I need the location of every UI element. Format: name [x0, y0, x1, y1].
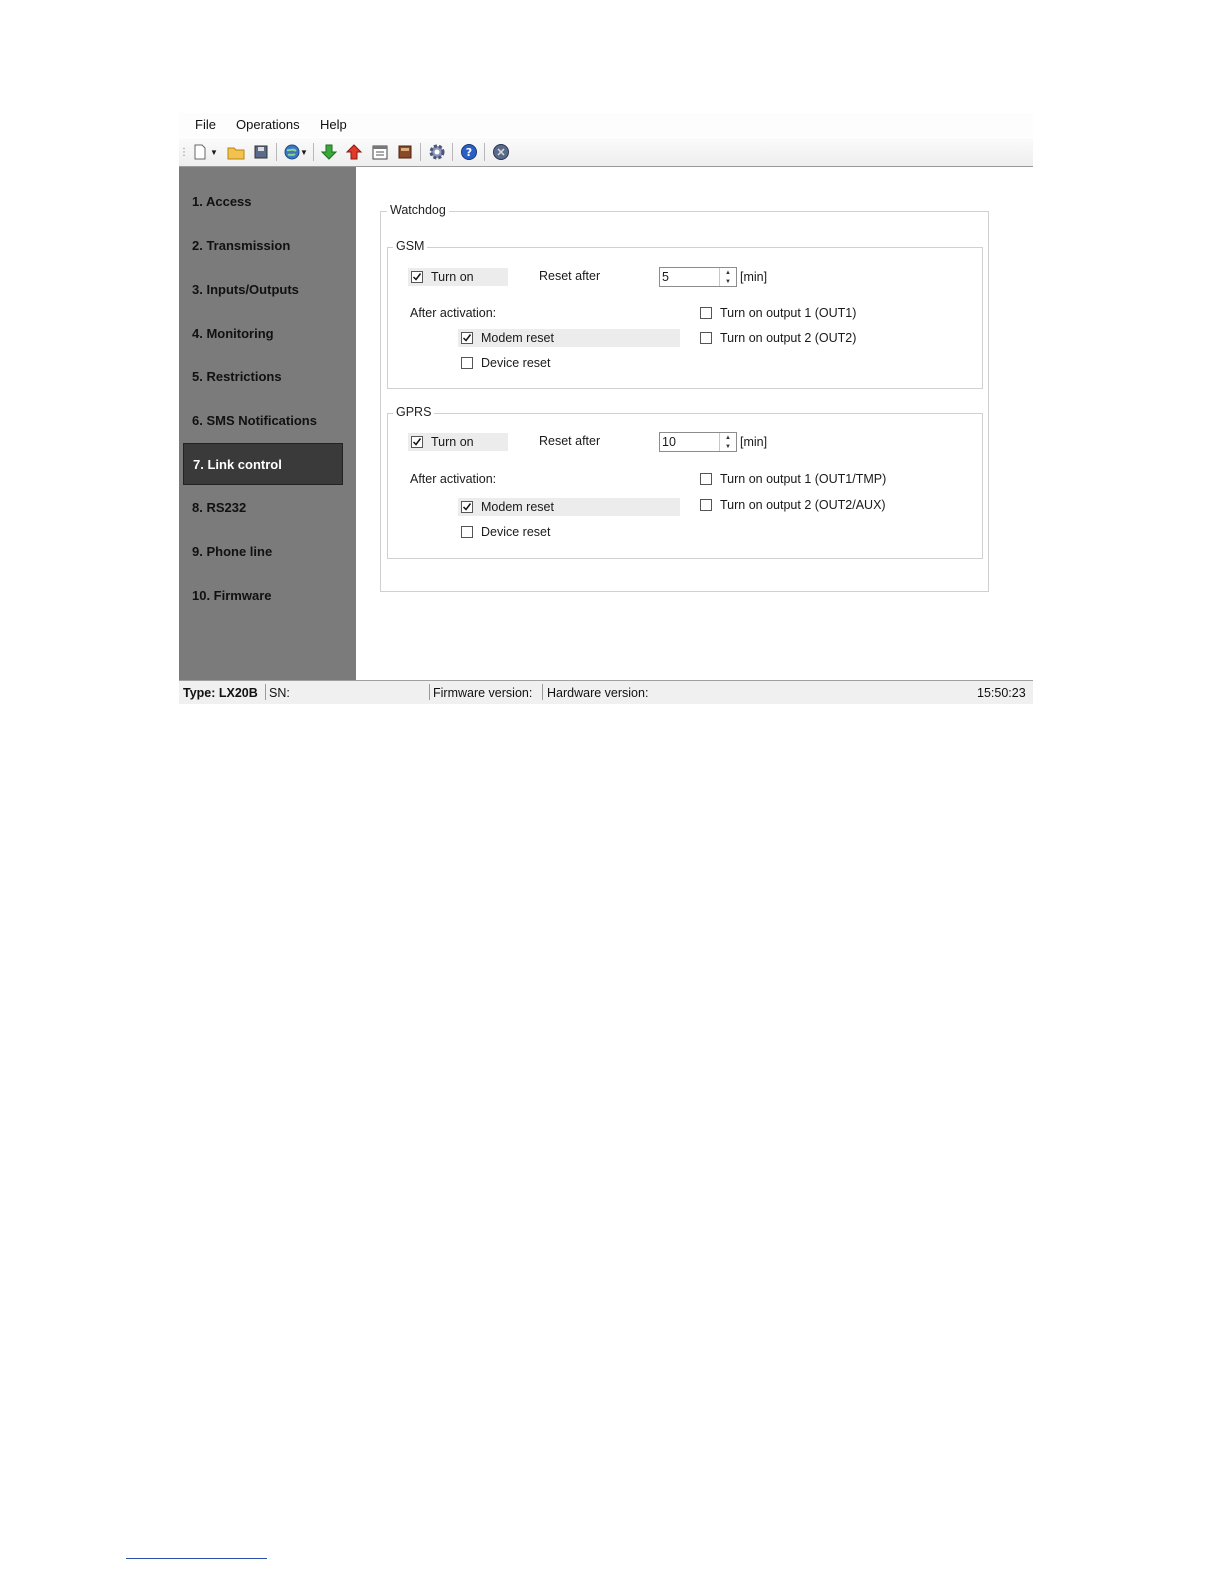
gsm-output2-label: Turn on output 2 (OUT2) — [720, 331, 857, 345]
gprs-modem-reset-label: Modem reset — [481, 500, 554, 514]
gprs-output2-label: Turn on output 2 (OUT2/AUX) — [720, 498, 886, 512]
download-icon[interactable] — [320, 143, 338, 161]
gsm-reset-after-label: Reset after — [539, 269, 601, 283]
gsm-reset-after-value: 5 — [662, 270, 669, 284]
chevron-down-icon[interactable]: ▼ — [300, 147, 308, 157]
watchdog-group — [380, 203, 989, 592]
footnote-divider — [126, 1558, 267, 1559]
new-icon[interactable] — [191, 143, 209, 161]
spinner-up-icon[interactable]: ▲ — [725, 269, 731, 276]
status-sn: SN: — [269, 686, 290, 700]
gsm-output1-checkbox[interactable] — [700, 307, 712, 319]
gprs-turn-on-checkbox[interactable] — [411, 436, 423, 448]
gprs-reset-after-spinner[interactable] — [659, 432, 737, 452]
menu-file[interactable]: File — [195, 117, 216, 132]
sidebar-item-link-control[interactable]: 7. Link control — [183, 443, 343, 485]
gprs-group — [387, 405, 983, 559]
sidebar-item-inputs-outputs[interactable]: 3. Inputs/Outputs — [192, 281, 299, 297]
gprs-after-activation-label: After activation: — [410, 472, 497, 486]
sidebar — [179, 167, 356, 680]
gsm-unit-label: [min] — [740, 270, 768, 284]
svg-text:?: ? — [465, 146, 473, 159]
open-folder-icon[interactable] — [227, 143, 245, 161]
spinner-buttons[interactable] — [719, 268, 736, 286]
main-panel — [356, 167, 1033, 680]
gsm-modem-reset-label: Modem reset — [481, 331, 554, 345]
spinner-down-icon[interactable]: ▼ — [725, 443, 731, 450]
status-firmware: Firmware version: — [433, 686, 533, 700]
status-time: 15:50:23 — [977, 686, 1026, 700]
gsm-output1-label: Turn on output 1 (OUT1) — [720, 306, 857, 320]
gprs-turn-on-label: Turn on — [431, 435, 474, 449]
gprs-title: GPRS — [393, 405, 434, 419]
gsm-device-reset-checkbox[interactable] — [461, 357, 473, 369]
save-icon[interactable] — [252, 143, 270, 161]
book-icon[interactable] — [396, 143, 414, 161]
gprs-reset-after-label: Reset after — [539, 434, 601, 448]
chevron-down-icon[interactable]: ▼ — [210, 147, 218, 157]
status-bar — [179, 680, 1033, 704]
spinner-buttons[interactable] — [719, 433, 736, 451]
gsm-after-activation-label: After activation: — [410, 306, 497, 320]
toolbar-separator — [484, 143, 485, 161]
sidebar-item-phone-line[interactable]: 9. Phone line — [192, 543, 273, 559]
spinner-down-icon[interactable]: ▼ — [725, 278, 731, 285]
sidebar-item-rs232[interactable]: 8. RS232 — [192, 499, 247, 515]
status-separator — [429, 684, 430, 700]
status-separator — [265, 684, 266, 700]
gsm-reset-after-spinner[interactable] — [659, 267, 737, 287]
gear-icon[interactable] — [428, 143, 446, 161]
gprs-output1-label: Turn on output 1 (OUT1/TMP) — [720, 472, 887, 486]
status-type: Type: LX20B — [183, 686, 258, 700]
gsm-turn-on-label: Turn on — [431, 270, 474, 284]
gsm-title: GSM — [393, 239, 427, 253]
toolbar-separator — [276, 143, 277, 161]
gsm-turn-on-checkbox[interactable] — [411, 271, 423, 283]
toolbar-grip-icon: ⋮ — [179, 146, 189, 158]
toolbar-separator — [313, 143, 314, 161]
spinner-up-icon[interactable]: ▲ — [725, 434, 731, 441]
sidebar-item-transmission[interactable]: 2. Transmission — [192, 237, 291, 253]
gprs-reset-after-value: 10 — [662, 435, 676, 449]
gprs-modem-reset-checkbox[interactable] — [461, 501, 473, 513]
globe-icon[interactable] — [283, 143, 301, 161]
menu-operations[interactable]: Operations — [236, 117, 300, 132]
calendar-icon[interactable] — [371, 143, 389, 161]
gsm-device-reset-label: Device reset — [481, 356, 551, 370]
gsm-group — [387, 239, 983, 389]
toolbar-separator — [452, 143, 453, 161]
sidebar-item-monitoring[interactable]: 4. Monitoring — [192, 325, 274, 341]
exit-icon[interactable] — [492, 143, 510, 161]
gsm-modem-reset-checkbox[interactable] — [461, 332, 473, 344]
menu-bar — [179, 113, 1033, 137]
toolbar — [179, 138, 1033, 167]
gprs-output1-checkbox[interactable] — [700, 473, 712, 485]
sidebar-item-restrictions[interactable]: 5. Restrictions — [192, 368, 282, 384]
watchdog-title: Watchdog — [387, 203, 449, 217]
help-icon[interactable] — [460, 143, 478, 161]
toolbar-separator — [420, 143, 421, 161]
status-hardware: Hardware version: — [547, 686, 649, 700]
sidebar-item-sms-notifications[interactable]: 6. SMS Notifications — [192, 412, 317, 428]
sidebar-item-firmware[interactable]: 10. Firmware — [192, 587, 272, 603]
gsm-output2-checkbox[interactable] — [700, 332, 712, 344]
gprs-device-reset-checkbox[interactable] — [461, 526, 473, 538]
sidebar-item-access[interactable]: 1. Access — [192, 193, 252, 209]
gprs-unit-label: [min] — [740, 435, 768, 449]
status-separator — [542, 684, 543, 700]
app-window — [179, 113, 1033, 703]
gprs-device-reset-label: Device reset — [481, 525, 551, 539]
gprs-output2-checkbox[interactable] — [700, 499, 712, 511]
menu-help[interactable]: Help — [320, 117, 347, 132]
upload-icon[interactable] — [345, 143, 363, 161]
